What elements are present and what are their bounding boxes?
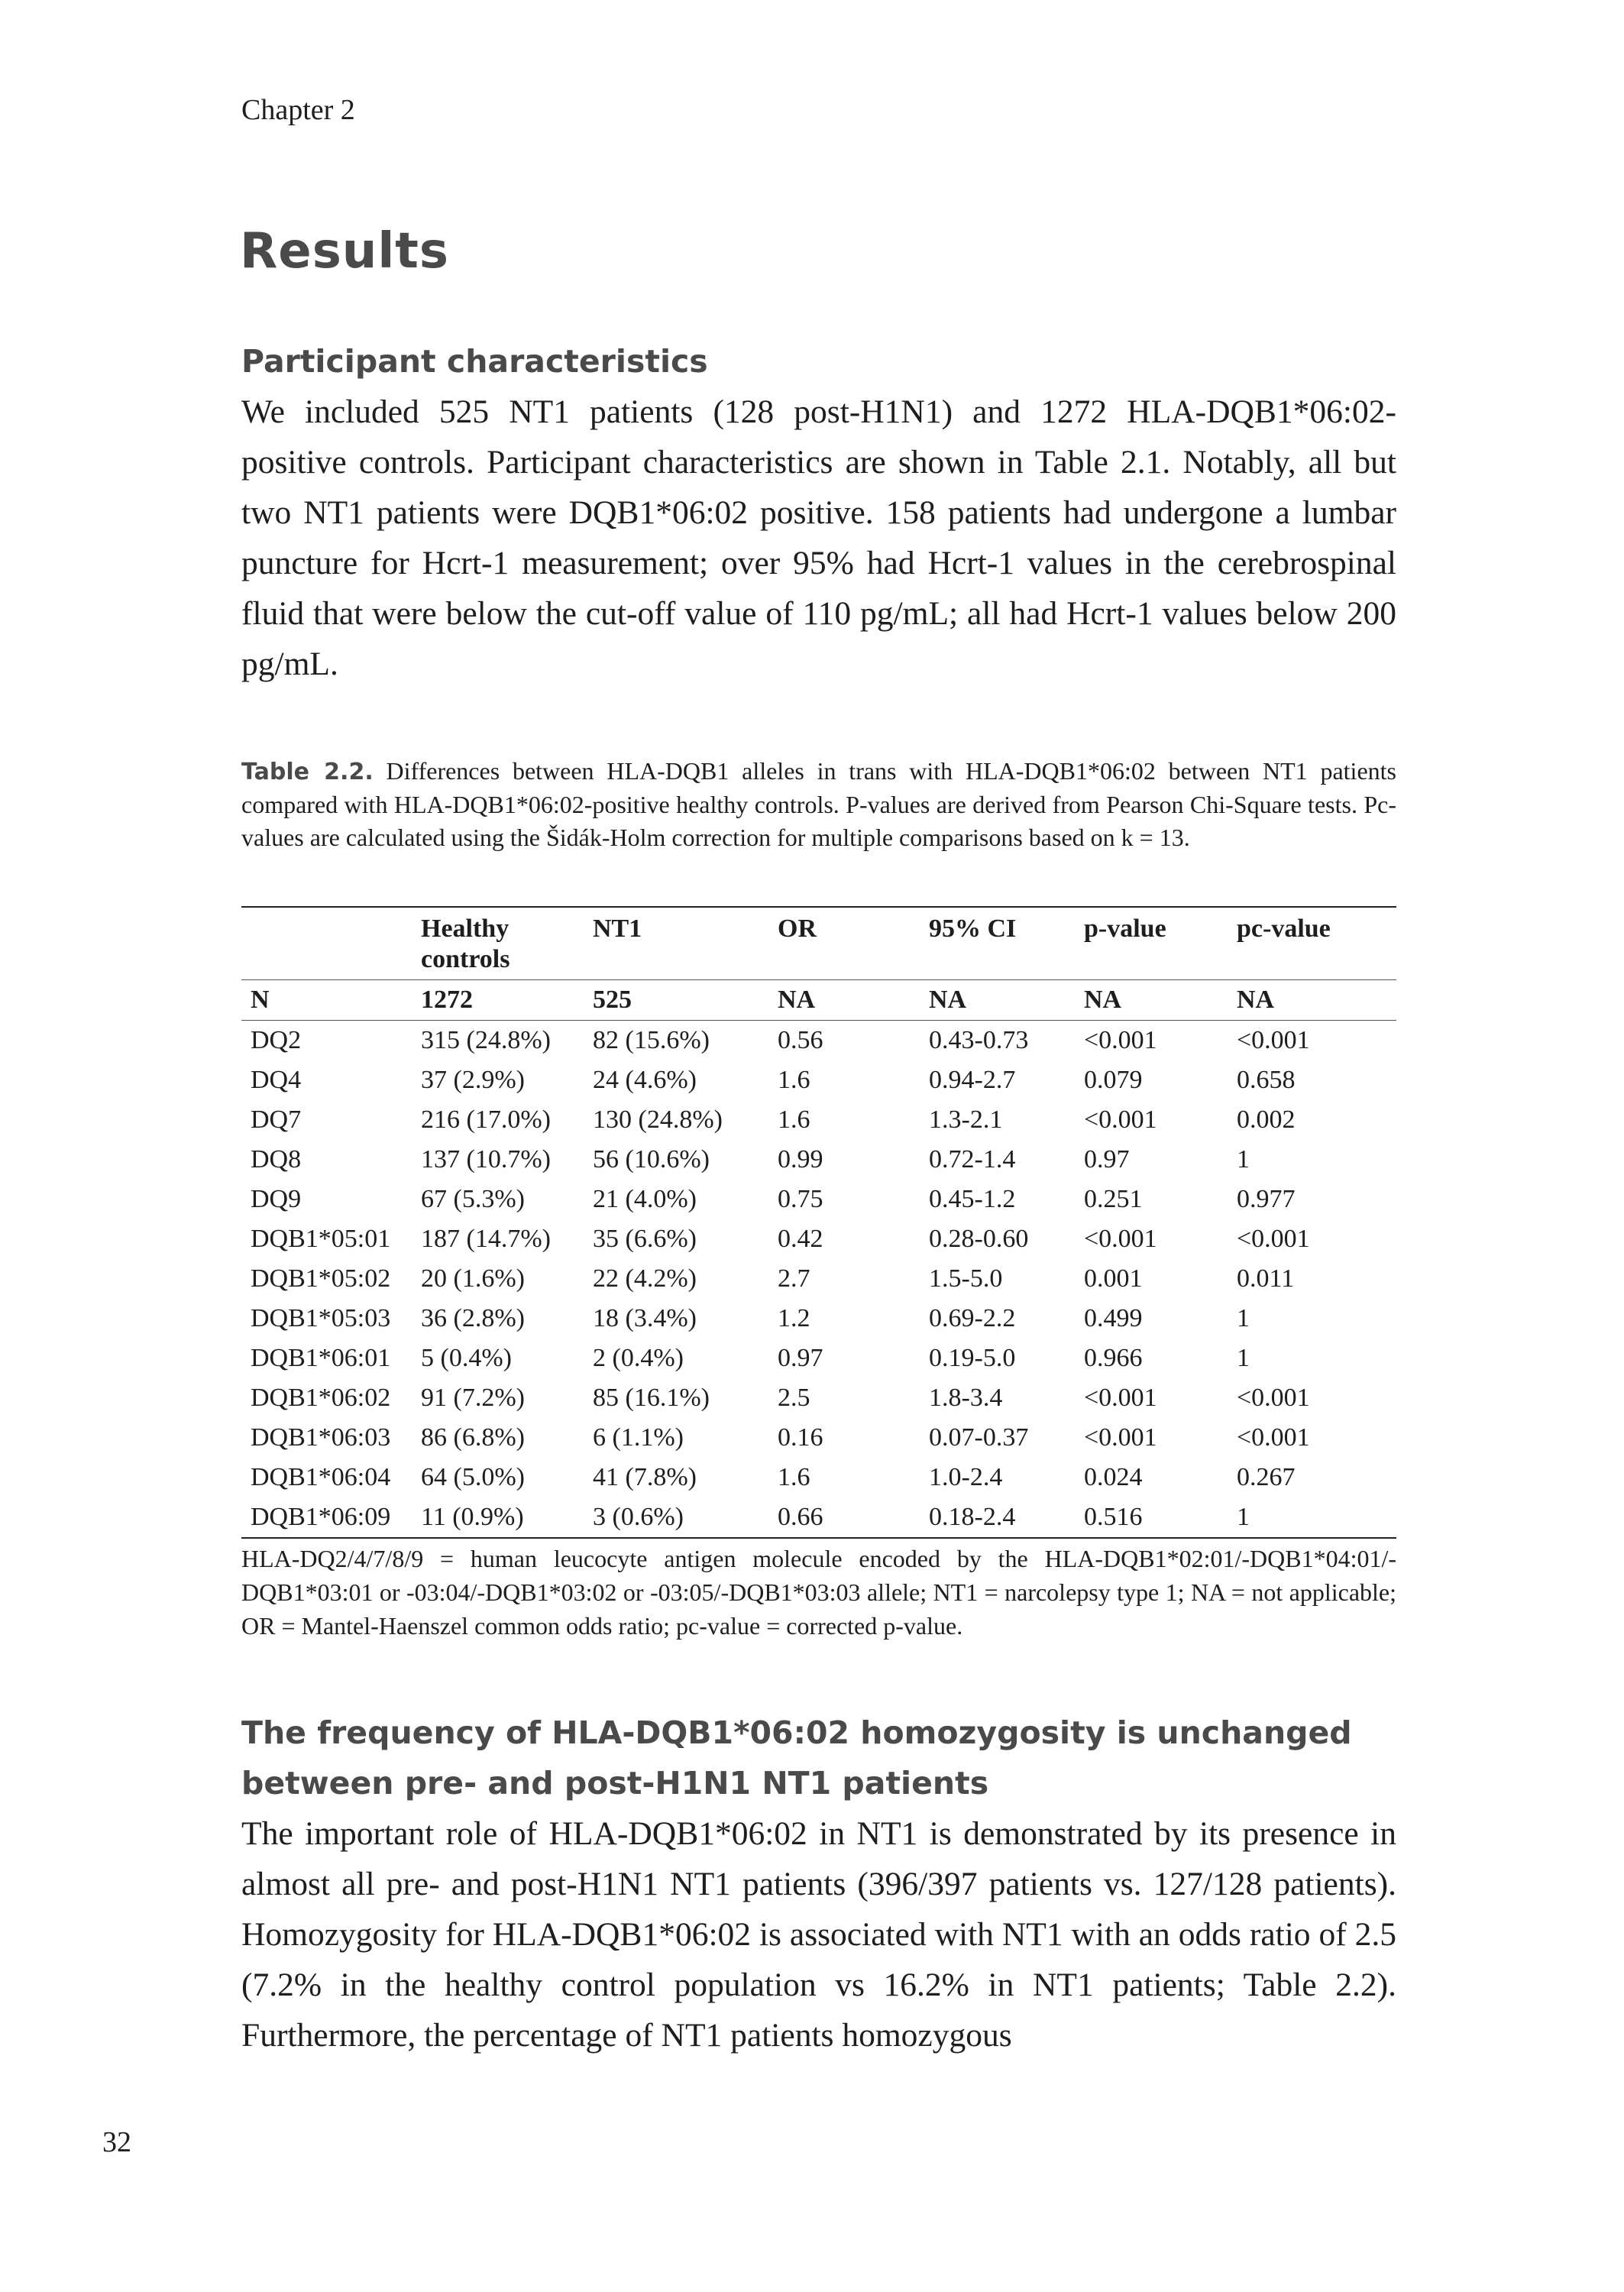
table-cell: 0.267: [1237, 1463, 1296, 1491]
table-cell: 2 (0.4%): [593, 1344, 684, 1372]
table-cell: 0.079: [1084, 1066, 1143, 1094]
header-cell: pc-value: [1228, 907, 1396, 980]
table-cell: 0.42: [778, 1225, 823, 1253]
table-cell: 0.07-0.37: [929, 1423, 1029, 1452]
table-cell: 315 (24.8%): [421, 1026, 551, 1054]
table-cell: 6 (1.1%): [593, 1423, 684, 1452]
table-cell: DQ7: [251, 1106, 302, 1134]
table-cell: 1272: [412, 980, 584, 1021]
table-row: [241, 1219, 1396, 1259]
table-cell: <0.001: [1084, 1423, 1157, 1452]
table-cell: 187 (14.7%): [421, 1225, 551, 1253]
table-cell: DQB1*05:03: [251, 1304, 391, 1332]
table-cell: 216 (17.0%): [421, 1106, 551, 1134]
header-cell: NT1: [584, 907, 768, 980]
section-title: Results: [240, 223, 449, 280]
table-cell: NA: [920, 980, 1075, 1021]
table-cell: DQB1*06:02: [251, 1384, 391, 1412]
table-row: [241, 1140, 1396, 1180]
table-cell: <0.001: [1237, 1225, 1310, 1253]
table-cell: 0.024: [1084, 1463, 1143, 1491]
table-caption-text: Differences between HLA-DQB1 alleles in trans with HLA-DQB1*06:02 between NT1 patients compared with HLA-DQB1*06:02-positive healthy controls. P-values are derived from Pearson Chi-Square tests. Pc-values are calculated using the Šidák-Holm correction for multiple comparisons based on k = 13.: [241, 757, 1396, 851]
table-cell: DQB1*06:01: [251, 1344, 391, 1372]
table-cell: 86 (6.8%): [421, 1423, 525, 1452]
table-cell: 0.45-1.2: [929, 1185, 1016, 1213]
table-cell: <0.001: [1084, 1225, 1157, 1253]
table-cell: 1.6: [778, 1106, 810, 1134]
running-head: Chapter 2: [241, 94, 355, 126]
table-cell: DQB1*06:03: [251, 1423, 391, 1452]
table-cell: DQ8: [251, 1145, 302, 1174]
table-cell: 0.72-1.4: [929, 1145, 1016, 1174]
table-cell: 1.6: [778, 1463, 810, 1491]
table-header-row: [241, 907, 1396, 980]
table-row: [241, 1299, 1396, 1339]
table-cell: 0.516: [1075, 1497, 1228, 1538]
table-cell: 0.001: [1084, 1264, 1143, 1293]
table-label: Table 2.2.: [241, 759, 374, 785]
table-cell: 21 (4.0%): [593, 1185, 697, 1213]
header-cell: p-value: [1075, 907, 1228, 980]
table-row: [241, 1100, 1396, 1140]
table-cell: 35 (6.6%): [593, 1225, 697, 1253]
table-cell: 1: [1228, 1497, 1396, 1538]
table-cell: 0.99: [778, 1145, 823, 1174]
table-cell: 1.2: [778, 1304, 810, 1332]
header-cell: Healthy controls: [412, 907, 584, 980]
table-cell: 82 (15.6%): [593, 1026, 710, 1054]
table-cell: 1.3-2.1: [929, 1106, 1003, 1134]
table-cell: 0.658: [1237, 1066, 1296, 1094]
table-cell: NA: [768, 980, 920, 1021]
table-cell: 0.966: [1084, 1344, 1143, 1372]
table-n-row: [241, 980, 1396, 1021]
table-cell: 0.977: [1237, 1185, 1296, 1213]
table-cell: DQB1*06:09: [241, 1497, 412, 1538]
table-cell: 37 (2.9%): [421, 1066, 525, 1094]
table-cell: NA: [1075, 980, 1228, 1021]
table-cell: 0.18-2.4: [920, 1497, 1075, 1538]
table-cell: 5 (0.4%): [421, 1344, 512, 1372]
participant-section: [241, 336, 1396, 689]
table-cell: 0.011: [1237, 1264, 1295, 1293]
table-cell: 67 (5.3%): [421, 1185, 525, 1213]
table-cell: 2.7: [778, 1264, 810, 1293]
table-cell: 0.19-5.0: [929, 1344, 1016, 1372]
table-cell: 11 (0.9%): [412, 1497, 584, 1538]
table-cell: 1.5-5.0: [929, 1264, 1003, 1293]
header-cell: [241, 907, 412, 980]
table-cell: DQ2: [251, 1026, 302, 1054]
table-cell: 2.5: [778, 1384, 810, 1412]
homozygosity-section: [241, 1708, 1396, 2061]
table-row: [241, 1060, 1396, 1100]
table-cell: 36 (2.8%): [421, 1304, 525, 1332]
table-cell: 0.97: [1084, 1145, 1130, 1174]
table-cell: <0.001: [1084, 1026, 1157, 1054]
table-cell: NA: [1228, 980, 1396, 1021]
table-cell: 0.16: [778, 1423, 823, 1452]
table-cell: 137 (10.7%): [421, 1145, 551, 1174]
table-cell: <0.001: [1237, 1384, 1310, 1412]
table-cell: 18 (3.4%): [593, 1304, 697, 1332]
table-cell: 1.6: [778, 1066, 810, 1094]
header-cell: 95% CI: [920, 907, 1075, 980]
table-cell: 91 (7.2%): [421, 1384, 525, 1412]
table-row: [241, 1497, 1396, 1538]
table-cell: 3 (0.6%): [584, 1497, 768, 1538]
table-cell: 130 (24.8%): [593, 1106, 723, 1134]
table-row: [241, 1259, 1396, 1299]
table-cell: 85 (16.1%): [593, 1384, 710, 1412]
table-caption: [241, 755, 1396, 854]
homozygosity-heading: The frequency of HLA-DQB1*06:02 homozygosity is unchanged between pre- and post-H1N1 NT1 patients: [241, 1714, 1352, 1802]
table-cell: 22 (4.2%): [593, 1264, 697, 1293]
homozygosity-paragraph: The important role of HLA-DQB1*06:02 in NT1 is demonstrated by its presence in almost all pre- and post-H1N1 NT1 patients (396/397 patients vs. 127/128 patients). Homozygosity for HLA-DQB1*06:02 is associated with NT1 with an odds ratio of 2.5 (7.2% in the healthy control population vs 16.2% in NT1 patients; Table 2.2). Furthermore, the percentage of NT1 patients homozygous: [241, 1815, 1396, 2054]
table-row: [241, 1458, 1396, 1497]
table-cell: 1.8-3.4: [929, 1384, 1003, 1412]
table-row: [241, 1418, 1396, 1458]
table-cell: <0.001: [1237, 1026, 1310, 1054]
table-cell: 41 (7.8%): [593, 1463, 697, 1491]
table-row: [241, 1339, 1396, 1378]
table-cell: DQ9: [251, 1185, 302, 1213]
participant-paragraph: We included 525 NT1 patients (128 post-H1N1) and 1272 HLA-DQB1*06:02-positive controls. Participant characteristics are shown in Table 2.1. Notably, all but two NT1 patients were DQB1*06:02 positive. 158 patients had undergone a lumbar puncture for Hcrt-1 measurement; over 95% had Hcrt-1 values in the cerebrospinal fluid that were below the cut-off value of 110 pg/mL; all had Hcrt-1 values below 200 pg/mL.: [241, 393, 1396, 682]
table-cell: N: [241, 980, 412, 1021]
table-cell: DQB1*05:01: [251, 1225, 391, 1253]
table-cell: 0.97: [778, 1344, 823, 1372]
table-cell: 1: [1237, 1344, 1250, 1372]
header-cell: OR: [768, 907, 920, 980]
participant-heading: Participant characteristics: [241, 343, 708, 380]
table-cell: 1: [1237, 1145, 1250, 1174]
table-cell: 0.75: [778, 1185, 823, 1213]
table-footnote: HLA-DQ2/4/7/8/9 = human leucocyte antigen molecule encoded by the HLA-DQB1*02:01/-DQB1*04:01/-DQB1*03:01 or -03:04/-DQB1*03:02 or -03:05/-DQB1*03:03 allele; NT1 = narcolepsy type 1; NA = not applicable; OR = Mantel-Haenszel common odds ratio; pc-value = corrected p-value.: [241, 1545, 1396, 1640]
table-cell: 0.56: [778, 1026, 823, 1054]
table-cell: <0.001: [1084, 1106, 1157, 1134]
table-cell: 0.66: [768, 1497, 920, 1538]
table-row: [241, 1378, 1396, 1418]
table-cell: 0.002: [1237, 1106, 1296, 1134]
table-row: [241, 1180, 1396, 1219]
table-cell: 0.69-2.2: [929, 1304, 1016, 1332]
table-cell: 64 (5.0%): [421, 1463, 525, 1491]
page-number: 32: [102, 2126, 131, 2158]
table-cell: 1: [1237, 1304, 1250, 1332]
table-cell: 24 (4.6%): [593, 1066, 697, 1094]
table-cell: DQ4: [251, 1066, 302, 1094]
table-cell: 1.0-2.4: [929, 1463, 1003, 1491]
table-cell: 0.43-0.73: [929, 1026, 1029, 1054]
table-cell: DQB1*06:04: [251, 1463, 391, 1491]
table-cell: 0.251: [1084, 1185, 1143, 1213]
table-cell: 56 (10.6%): [593, 1145, 710, 1174]
table-cell: <0.001: [1084, 1384, 1157, 1412]
table-cell: <0.001: [1237, 1423, 1310, 1452]
table-cell: 20 (1.6%): [421, 1264, 525, 1293]
table-cell: DQB1*05:02: [251, 1264, 391, 1293]
allele-table: [241, 906, 1396, 1539]
table-row: [241, 1021, 1396, 1061]
table-cell: 0.499: [1084, 1304, 1143, 1332]
table-cell: 525: [584, 980, 768, 1021]
table-cell: 0.94-2.7: [929, 1066, 1016, 1094]
table-cell: 0.28-0.60: [929, 1225, 1029, 1253]
